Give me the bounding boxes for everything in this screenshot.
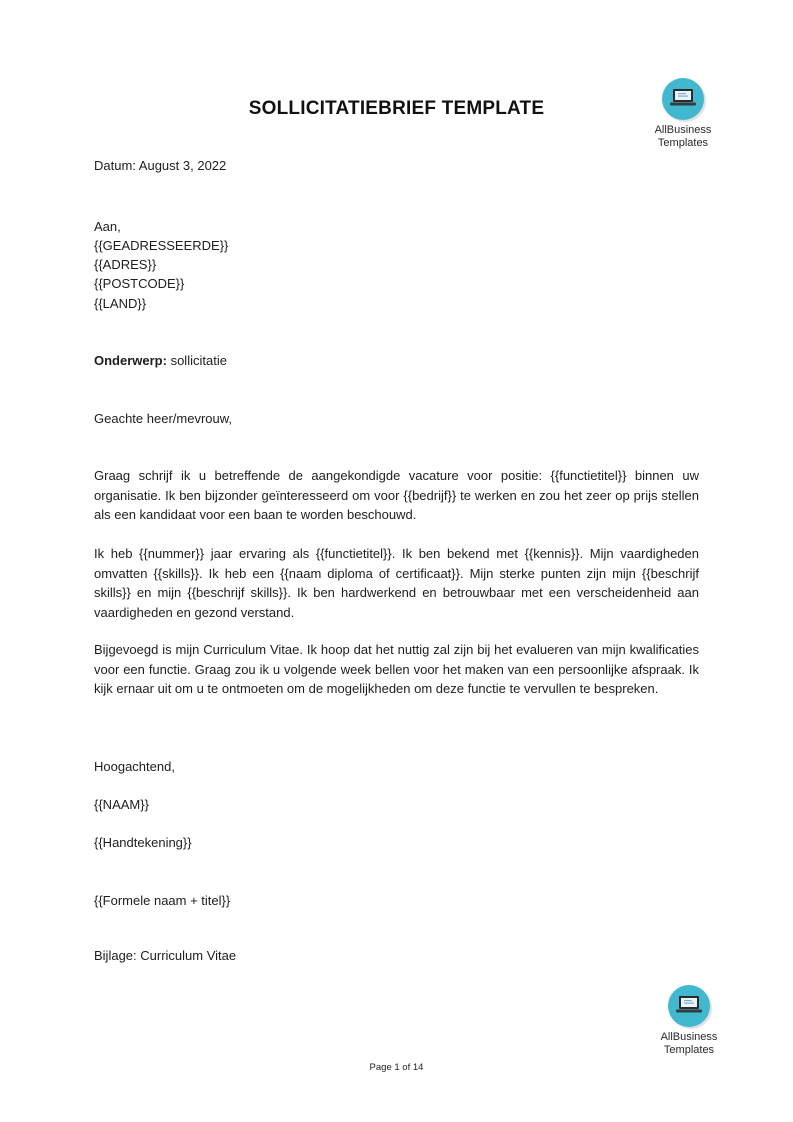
- logo-text-line2: Templates: [657, 136, 709, 149]
- address-street: {{ADRES}}: [94, 257, 157, 272]
- address-to: Aan,: [94, 219, 121, 234]
- document-title: SOLLICITATIEBRIEF TEMPLATE: [248, 98, 545, 119]
- laptop-icon: [668, 985, 710, 1027]
- paragraph-3: Bijgevoegd is mijn Curriculum Vitae. Ik hoop dat het nuttig zal zijn bij het evalueren van mijn kwalificaties voor een functie. Graag zou ik u volgende week bellen voor het maken van een persoonlijke afspraak. Ik kijk ernaar uit om u te ontmoeten om de mogelijkheden om deze functie te vervullen te bespreken.: [94, 642, 699, 696]
- attachment-line: Bijlage: Curriculum Vitae: [94, 948, 237, 963]
- page-number: Page 1 of 14: [369, 1062, 424, 1073]
- paragraph-1: Graag schrijf ik u betreffende de aangekondigde vacature voor positie: {{functietitel}} binnen uw organisatie. Ik ben bijzonder geïnteresseerd om voor {{bedrijf}} te werken en zou het zeer op prijs stellen als een kandidaat voor een baan te worden beschouwd.: [94, 468, 699, 522]
- closing: Hoogachtend,: [94, 759, 175, 774]
- formal-name: {{Formele naam + titel}}: [94, 893, 231, 908]
- address-addressee: {{GEADRESSEERDE}}: [94, 238, 229, 253]
- address-postcode: {{POSTCODE}}: [94, 276, 185, 291]
- subject-label: Onderwerp:: [94, 353, 167, 368]
- subject-line: [94, 351, 227, 371]
- logo-text-line1: AllBusiness: [654, 124, 712, 136]
- signature: {{Handtekening}}: [94, 835, 192, 850]
- logo-text-line1: AllBusiness: [660, 1031, 718, 1043]
- brand-logo-bottom: [649, 985, 729, 1056]
- sender-name: {{NAAM}}: [94, 797, 149, 812]
- logo-text-line2: Templates: [663, 1043, 715, 1056]
- address-country: {{LAND}}: [94, 296, 147, 311]
- paragraph-2: Ik heb {{nummer}} jaar ervaring als {{functietitel}}. Ik ben bekend met {{kennis}}. Mijn vaardigheden omvatten {{skills}}. Ik heb een {{naam diploma of certificaat}}. Mijn sterke punten zijn mijn {{beschrijf skills}} en mijn {{beschrijf skills}}. Ik ben hardwerkend en betrouwbaar met een verscheidenheid aan vaardigheden en gezond verstand.: [94, 546, 699, 620]
- date-line: Datum: August 3, 2022: [94, 158, 227, 173]
- subject-value: sollicitatie: [166, 353, 227, 368]
- greeting: Geachte heer/mevrouw,: [94, 411, 233, 426]
